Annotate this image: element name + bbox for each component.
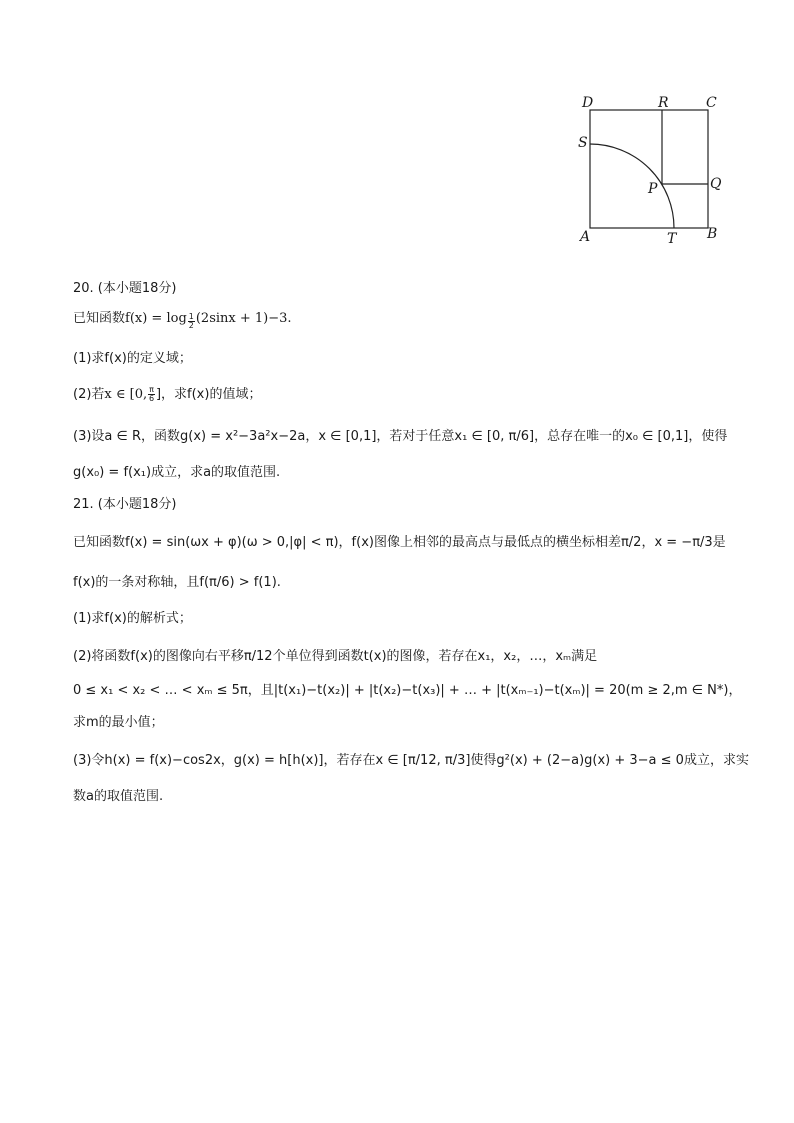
label-p: P: [648, 181, 658, 197]
q20-part2-frac: [148, 386, 155, 403]
label-t: T: [667, 231, 677, 247]
q21-header: 21. (本小题18分): [73, 497, 177, 512]
q20-part1: (1)求f(x)的定义域；: [73, 351, 192, 366]
q20-part2-frac-den: 6: [148, 394, 155, 403]
geometry-figure: [570, 90, 730, 250]
q20-log-base-num: 1: [188, 312, 194, 321]
q20-log-base-den: 2: [188, 321, 194, 330]
label-r: R: [658, 95, 669, 111]
label-b: B: [707, 226, 718, 242]
q20-header: 20. (本小题18分): [73, 281, 177, 296]
q20-stem-prefix: 已知函数: [73, 311, 126, 326]
label-q: Q: [710, 176, 722, 192]
q20-stem: [73, 310, 292, 330]
label-d: D: [582, 95, 594, 111]
label-c: C: [706, 95, 717, 111]
q21-part2-line3: 求m的最小值；: [73, 715, 164, 730]
q20-part2-b: x ∈ [0,: [104, 387, 148, 402]
q20-part3-line2: g(x₀) = f(x₁)成立，求a的取值范围.: [73, 465, 281, 480]
q21-part3-line2: 数a的取值范围.: [73, 789, 164, 804]
q20-part2-c: ]，求f(x)的值域；: [155, 387, 262, 402]
label-s: S: [578, 135, 588, 151]
q21-stem-line1: 已知函数f(x) = sin(ωx + φ)(ω > 0,|φ| < π)，f(x)图像上相邻的最高点与最低点的横坐标相差π/2，x = −π/3是: [73, 535, 726, 550]
q20-part2-frac-num: π: [149, 385, 154, 394]
q20-stem-func: f(x) = log: [125, 311, 187, 326]
q20-part3-line1: (3)设a ∈ R，函数g(x) = x²−3a²x−2a，x ∈ [0,1]，若对于任意x₁ ∈ [0, π/6]，总存在唯一的x₀ ∈ [0,1]，使得: [73, 429, 728, 444]
q21-stem-line2: f(x)的一条对称轴，且f(π/6) > f(1).: [73, 575, 281, 590]
q20-part2: [73, 386, 261, 404]
square-quarter-circle-diagram: [570, 90, 730, 250]
q21-part3-line1: (3)令h(x) = f(x)−cos2x，g(x) = h[h(x)]，若存在x ∈ [π/12, π/3]使得g²(x) + (2−a)g(x) + 3−a ≤ 0成立，求实: [73, 753, 749, 768]
q20-part2-a: (2)若: [73, 387, 105, 402]
q21-part2-line1: (2)将函数f(x)的图像向右平移π/12个单位得到函数t(x)的图像，若存在x₁，x₂，…，xₘ满足: [73, 649, 598, 664]
label-a: A: [580, 229, 591, 245]
q20-stem-arg: (2sinx + 1)−3.: [195, 311, 292, 326]
q21-part2-line2: 0 ≤ x₁ < x₂ < … < xₘ ≤ 5π，且|t(x₁)−t(x₂)| + |t(x₂)−t(x₃)| + … + |t(xₘ₋₁)−t(xₘ)| = 20(m ≥ 2,m ∈ N*)，: [73, 683, 742, 698]
q21-part1: (1)求f(x)的解析式；: [73, 611, 192, 626]
q20-log-base: [188, 313, 195, 330]
